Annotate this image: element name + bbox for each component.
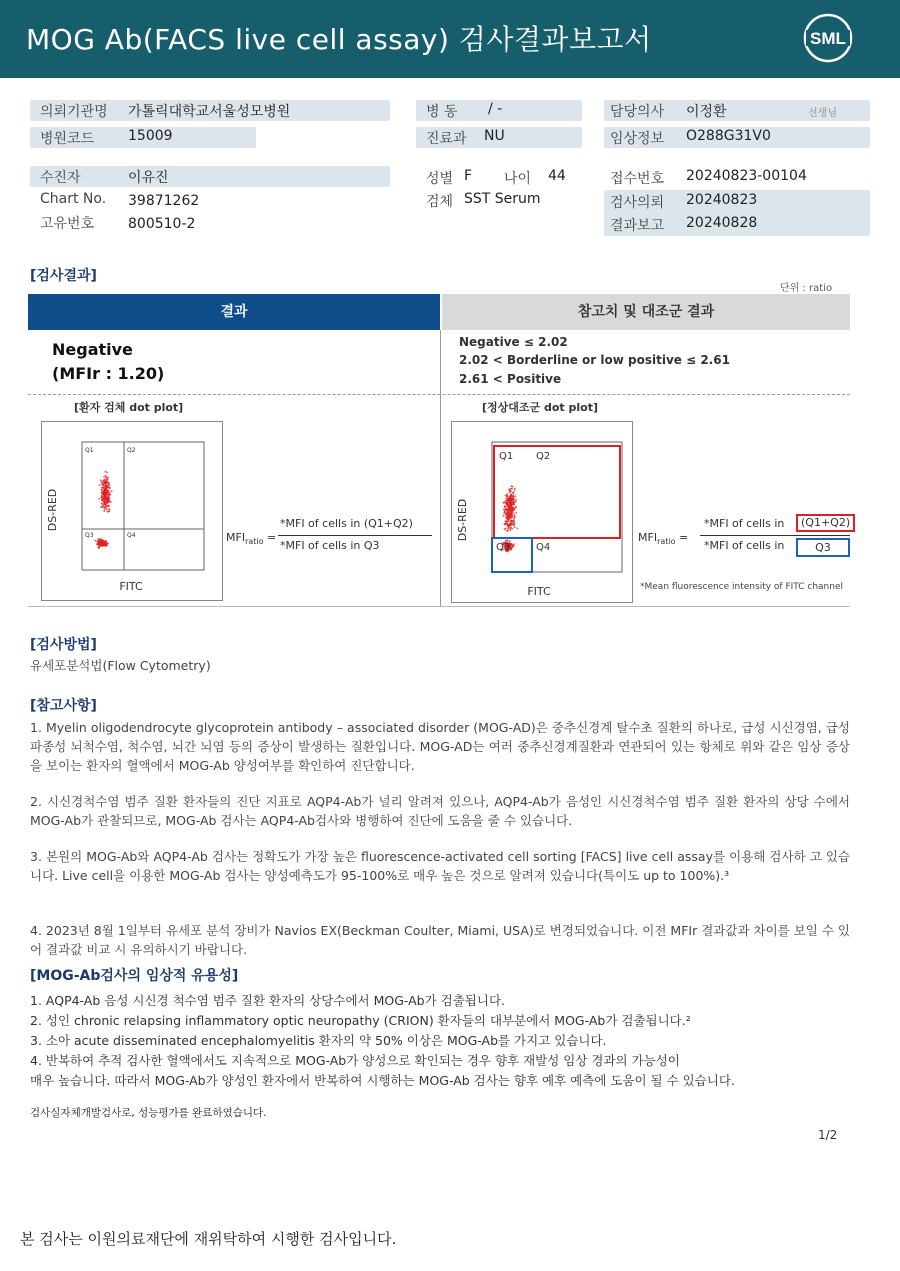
reference-column-header: 참고치 및 대조군 결과 [442,294,850,330]
logo-text: SML [810,29,846,48]
control-q2-label: Q2 [536,451,551,462]
clinical-item-3: 3. 소아 acute disseminated encephalomyelitis 환자의 약 50% 이상은 MOG-Ab를 가지고 있습니다. [30,1033,607,1048]
patient-y-axis-label: DS-RED [46,488,59,532]
hospital-code-label: 병원코드 [40,131,95,147]
patient-fraction-line [278,535,432,536]
age-label: 나이 [504,171,532,187]
sex-label: 성별 [426,171,454,187]
note-2: 2. 시신경척수염 범주 질환 환자들의 진단 지표로 AQP4-Ab가 널리 알려져 있으나, AQP4-Ab가 음성인 시신경척수염 범주 질환 환자의 상당 수에서 MOG-Ab가 관찰되므로, MOG-Ab 검사는 AQP4-Ab검사와 병행하여 진단에 도움을 줄 수 있습니다. [30,794,850,828]
ref-borderline: 2.02 < Borderline or low positive ≤ 2.61 [459,353,730,367]
ref-negative: Negative ≤ 2.02 [459,335,568,349]
results-bottom-line [28,606,850,607]
control-mfi-denominator: *MFI of cells in [704,539,785,552]
control-y-axis-label: DS-RED [456,498,469,542]
patient-x-axis-label: FITC [119,580,143,593]
patient-q1-label: Q1 [85,447,94,454]
control-numerator-box: (Q1+Q2) [796,514,855,532]
patient-mfi-numerator: *MFI of cells in (Q1+Q2) [280,517,413,530]
control-dot-plot [451,421,633,603]
receipt-value: 20240823-00104 [686,168,807,184]
control-q1-label: Q1 [499,451,514,462]
institution-value: 가톨릭대학교서울성모병원 [128,104,291,120]
control-plot-title: [정상대조군 dot plot] [482,401,598,414]
clinical-item-1: 1. AQP4-Ab 음성 시신경 척수염 범주 질환 환자의 상당수에서 MOG-Ab가 검출됩니다. [30,993,505,1008]
note-4: 4. 2023년 8월 1일부터 유세포 분석 장비가 Navios EX(Beckman Coulter, Miami, USA)로 변경되었습니다. 이전 MFIr 결과값과 차이를 보일 수 있어 결과값 비교 시 유의하시기 바랍니다. [30,923,850,957]
specimen-value: SST Serum [464,191,541,207]
method-text: 유세포분석법(Flow Cytometry) [30,658,211,673]
patient-label: 수진자 [40,170,81,186]
patient-dot-plot [41,421,223,601]
doctor-suffix: 선생님 [808,108,837,119]
control-dot-plot-svg [452,422,632,602]
note-1: 1. Myelin oligodendrocyte glycoprotein antibody – associated disorder (MOG-AD)은 중추신경계 탈수초 질환의 하나로, 급성 시신경염, 급성파종성 뇌척수염, 척수염, 뇌간 뇌염 등의 증상이 발생하는 질환입니다. MOG-AD는 여러 중추신경계질환과 연관되어 있는 항체로 위와 같은 임상 증상을 보이는 환자의 혈액에서 MOG-Ab 양성여부를 확인하여 진단합니다. [30,720,850,773]
control-mfi-label: $MFI_{ratio}$ = [638,531,689,547]
patient-mfi-label: $MFI_{ratio}$ = [226,531,277,547]
control-denominator-box: Q3 [796,538,850,557]
notes-title: [참고사항] [30,698,97,714]
control-q4-label: Q4 [536,542,551,553]
result-main: Negative [52,340,133,359]
clinical-label: 임상정보 [610,131,665,147]
results-section-title: [검사결과] [30,268,97,284]
ward-value: / - [488,101,503,117]
request-label: 검사의뢰 [610,195,665,211]
result-mfir: (MFIr : 1.20) [52,364,165,383]
control-mfi-numerator: *MFI of cells in [704,517,785,530]
mfi-footnote: *Mean fluorescence intensity of FITC channel [640,582,844,592]
patient-q4-label: Q4 [127,532,136,539]
report-label: 결과보고 [610,218,665,234]
patient-q2-label: Q2 [127,447,136,454]
unique-label: 고유번호 [40,216,95,232]
clinical-item-2: 2. 성인 chronic relapsing inflammatory optic neuropathy (CRION) 환자들의 대부분에서 MOG-Ab가 검출됩니다.² [30,1013,691,1028]
control-fraction-line [700,535,850,536]
patient-value: 이유진 [128,170,169,186]
receipt-label: 접수번호 [610,171,665,187]
control-q3-label: Q3 [496,542,511,553]
ward-label: 병 동 [426,104,458,120]
ref-positive: 2.61 < Positive [459,372,562,386]
clinical-value: O288G31V0 [686,128,771,144]
note-3: 3. 본원의 MOG-Ab와 AQP4-Ab 검사는 정확도가 가장 높은 fluorescence-activated cell sorting [FACS] live cell assay를 이용해 검사하 고 있습니다. Live cell을 이용한 MOG-Ab 검사는 양성예측도가 95-100%로 매우 높은 것으로 알려져 있습니다(특이도 up to 100%).³ [30,849,850,883]
bottom-notice: 본 검사는 이원의료재단에 재위탁하여 시행한 검사입니다. [20,1230,397,1248]
patient-q3-label: Q3 [85,532,94,539]
column-divider [440,330,441,606]
results-divider [28,394,850,395]
sex-value: F [464,168,473,184]
clinical-item-4-cont: 매우 높습니다. 따라서 MOG-Ab가 양성인 환자에서 반복하여 시행하는 MOG-Ab 검사는 향후 예후 예측에 도움이 될 수 있습니다. [30,1073,735,1088]
institution-label: 의뢰기관명 [40,104,108,120]
doctor-label: 담당의사 [610,104,665,120]
patient-bar [30,166,390,187]
control-x-axis-label: FITC [527,585,551,598]
hospital-code-value: 15009 [128,128,173,144]
unique-value: 800510-2 [128,216,196,232]
chart-value: 39871262 [128,193,200,209]
result-column-header: 결과 [28,294,440,330]
patient-plot-title: [환자 검체 dot plot] [74,401,184,414]
report-title: MOG Ab(FACS live cell assay) 검사결과보고서 [26,23,652,56]
age-value: 44 [548,168,566,184]
method-title: [검사방법] [30,637,97,653]
report-value: 20240828 [686,215,758,231]
validation-note: 검사실자체개발검사로, 성능평가를 완료하였습니다. [30,1107,267,1119]
patient-mfi-denominator: *MFI of cells in Q3 [280,539,380,552]
chart-label: Chart No. [40,191,107,207]
department-label: 진료과 [426,131,467,147]
request-value: 20240823 [686,192,758,208]
page-number: 1/2 [818,1128,838,1142]
clinical-title: [MOG-Ab검사의 임상적 유용성] [30,968,239,984]
unit-label: 단위 : ratio [780,283,833,294]
sml-logo [800,10,856,66]
patient-dot-plot-svg [42,422,222,600]
department-value: NU [484,128,505,144]
doctor-value: 이정환 [686,104,727,120]
clinical-item-4: 4. 반복하여 추적 검사한 혈액에서도 지속적으로 MOG-Ab가 양성으로 확인되는 경우 향후 재발성 임상 경과의 가능성이 [30,1053,680,1068]
specimen-label: 검체 [426,194,454,210]
